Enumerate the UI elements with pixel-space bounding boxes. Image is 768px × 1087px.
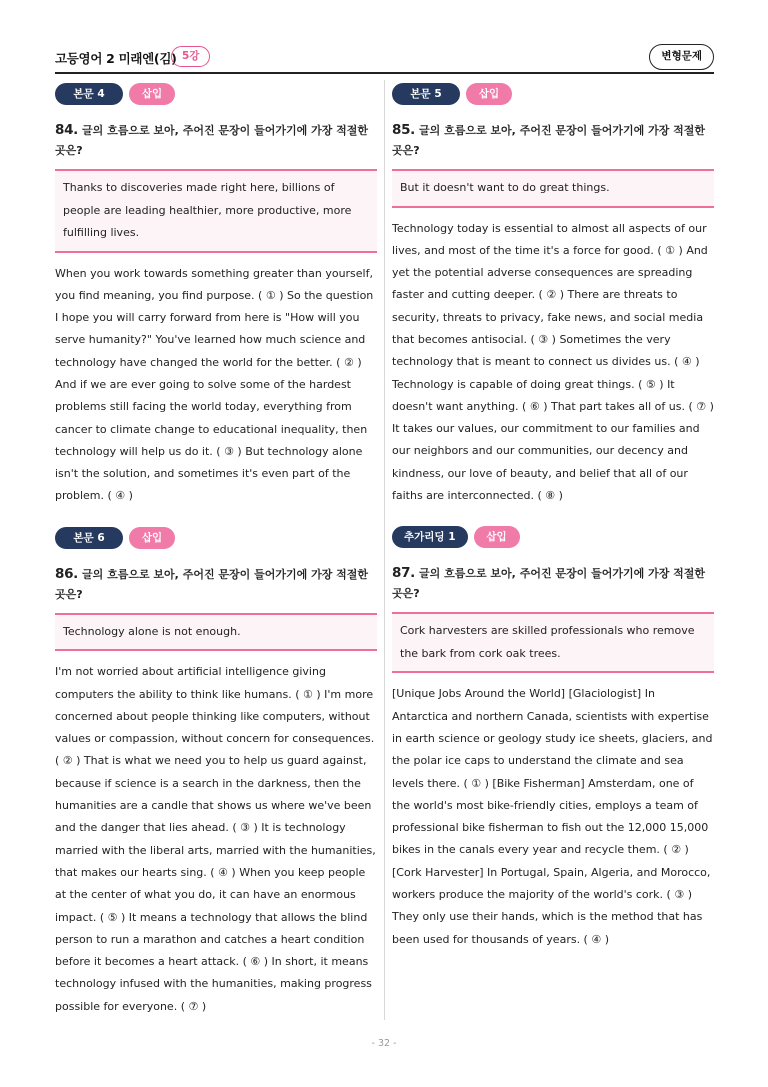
given-sentence: Cork harvesters are skilled professionals who remove the bark from cork oak trees. [392,612,714,673]
given-sentence: Technology alone is not enough. [55,613,377,652]
passage-tag: 본문 6 [55,527,123,549]
passage-text: I'm not worried about artificial intelligence giving computers the ability to think like humans. ( ① ) I'm more concerned about people thinking like computers, without values or compassion, without concern for consequences. ( ② ) That is what we need you to help us guard against, because if science is a search in the darkness, then the humanities are a candle that shows us where we've been and the danger that lies ahead. ( ③ ) It is technology married with the liberal arts, married with the humanities, that makes our hearts sing. ( ④ ) When you keep people at the center of what you do, it can have an enormous impact. ( ⑤ ) It means a technology that allows the blind person to run a marathon and catches a heart condition before it becomes a heart attack. ( ⑥ ) In short, it means technology infused with the humanities, making progress possible for everyone. ( ⑦ ) [55,665,376,1013]
section-tags [392,82,714,106]
column-divider [384,80,385,1020]
header-rule [55,72,714,74]
question-text: 글의 흐름으로 보아, 주어진 문장이 들어가기에 가장 적절한 곳은? [55,567,369,601]
passage-tag: 본문 4 [55,83,123,105]
question-section [55,526,377,1018]
given-sentence: Thanks to discoveries made right here, billions of people are leading healthier, more productive, more fulfilling lives. [55,169,377,253]
problem-type-badge: 변형문제 [649,44,714,70]
question-number: 87. [392,565,416,582]
type-tag: 삽입 [129,527,175,549]
lesson-badge: 5강 [171,46,210,67]
passage-text: [Unique Jobs Around the World] [Glaciologist] In Antarctica and northern Canada, scientists with expertise in earth science or geology study ice sheets, glaciers, and the polar ice caps to understand the climate and sea levels there. ( ① ) [Bike Fisherman] Amsterdam, one of the world's most bike-friendly cities, employs a team of professional bike fisherman to fish out the 12,000 15,000 bikes in the canals every year and recycle them. ( ② ) [Cork Harvester] In Portugal, Spain, Algeria, and Morocco, workers produce the majority of the world's cork. ( ③ ) They only use their hands, which is the method that has been used for thousands of years. ( ④ ) [392,687,713,946]
type-tag: 삽입 [474,526,520,548]
book-title: 고등영어 2 미래엔(김) [55,51,177,66]
question-text: 글의 흐름으로 보아, 주어진 문장이 들어가기에 가장 적절한 곳은? [392,124,706,157]
section-tags [392,525,714,549]
section-tags [55,82,377,106]
question-text: 글의 흐름으로 보아, 주어진 문장이 들어가기에 가장 적절한 곳은? [55,124,369,157]
question-title [392,120,714,161]
question-number: 84. [55,122,79,138]
right-column [392,82,714,969]
question-title [55,120,377,161]
left-column [55,82,377,1036]
question-text: 글의 흐름으로 보아, 주어진 문장이 들어가기에 가장 적절한 곳은? [392,567,706,601]
page-number: - 32 - [371,1038,397,1049]
passage-text: Technology today is essential to almost all aspects of our lives, and most of the time it's a force for good. ( ① ) And yet the potential adverse consequences are spreading faster and cutting deeper. ( ② ) There are threats to security, threats to privacy, fake news, and social media that becomes antisocial. ( ③ ) Sometimes the very technology that is meant to connect us divides us. ( ④ ) Technology is capable of doing great things. ( ⑤ ) It doesn't want anything. ( ⑥ ) That part takes all of us. ( ⑦ ) It takes our values, our commitment to our families and our neighbors and our communities, our decency and kindness, our love of beauty, and belief that all of our faiths are interconnected. ( ⑧ ) [392,221,714,503]
section-tags [55,526,377,550]
question-title [55,564,377,605]
question-section [392,82,714,507]
question-section [55,82,377,508]
page-header [55,44,714,74]
question-title [392,563,714,604]
passage-text: When you work towards something greater than yourself, you find meaning, you find purpose. ( ① ) So the question I hope you will carry forward from here is "How will you serve humanity?" You've learned how much science and technology have changed the world for the better. ( ② ) And if we are ever going to solve some of the hardest problems still facing the world today, everything from cancer to climate change to educational inequality, then technology will help us do it. ( ③ ) But technology alone isn't the solution, and sometimes it's even part of the problem. ( ④ ) [55,266,374,503]
type-tag: 삽입 [466,83,512,105]
type-tag: 삽입 [129,83,175,105]
question-number: 86. [55,565,79,582]
passage-tag: 추가리딩 1 [392,526,468,548]
passage-tag: 본문 5 [392,83,460,105]
given-sentence: But it doesn't want to do great things. [392,169,714,208]
question-number: 85. [392,122,416,138]
question-section [392,525,714,951]
